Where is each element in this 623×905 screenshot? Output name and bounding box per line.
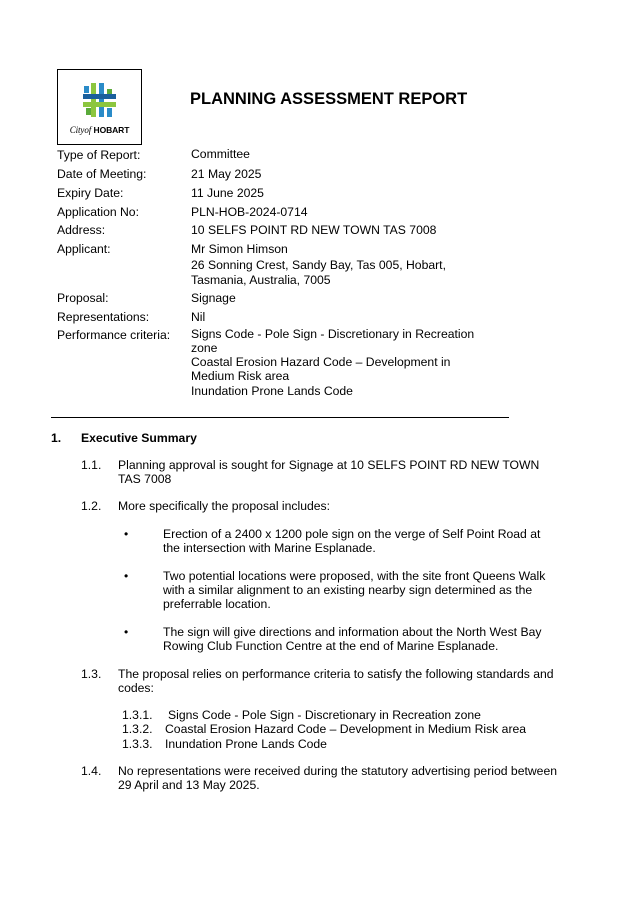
representations-label: Representations: <box>57 310 150 324</box>
bullet-3-line-2: Rowing Club Function Centre at the end of Marine Esplanade. <box>163 639 499 653</box>
section-number: 1. <box>51 431 62 445</box>
date-of-meeting-value: 21 May 2025 <box>191 167 262 181</box>
applicant-label: Applicant: <box>57 242 111 256</box>
type-of-report-label: Type of Report: <box>57 148 141 162</box>
proposal-label: Proposal: <box>57 291 109 305</box>
para-1-3-number: 1.3. <box>81 667 102 681</box>
sub-item-2-number: 1.3.2. <box>122 722 153 736</box>
application-no-value: PLN-HOB-2024-0714 <box>191 205 308 219</box>
representations-value: Nil <box>191 310 206 324</box>
applicant-address-line-2: Tasmania, Australia, 7005 <box>191 273 331 287</box>
date-of-meeting-label: Date of Meeting: <box>57 167 147 181</box>
section-divider <box>51 417 509 418</box>
sub-item-1-text: Signs Code - Pole Sign - Discretionary in Recreation zone <box>168 708 481 722</box>
para-1-1-number: 1.1. <box>81 458 102 472</box>
proposal-value: Signage <box>191 291 236 305</box>
application-no-label: Application No: <box>57 205 139 219</box>
sub-item-3-text: Inundation Prone Lands Code <box>165 737 327 751</box>
bullet-1-line-2: the intersection with Marine Esplanade. <box>163 541 376 555</box>
para-1-3-line-2: codes: <box>118 681 154 695</box>
sub-item-1-number: 1.3.1. <box>122 708 153 722</box>
logo-city-word: City <box>69 125 85 135</box>
section-heading: Executive Summary <box>81 431 197 445</box>
logo-hobart-word: HOBART <box>93 125 130 135</box>
sub-item-2-text: Coastal Erosion Hazard Code – Development in Medium Risk area <box>165 722 527 736</box>
para-1-1-line-2: TAS 7008 <box>118 472 172 486</box>
performance-criteria-line-3: Coastal Erosion Hazard Code – Development in <box>191 355 451 369</box>
type-of-report-value: Committee <box>191 147 250 161</box>
para-1-2-line-1: More specifically the proposal includes: <box>118 499 331 513</box>
applicant-name: Mr Simon Himson <box>191 242 288 256</box>
report-title: PLANNING ASSESSMENT REPORT <box>190 90 468 108</box>
bullet-2-line-1: Two potential locations were proposed, with the site front Queens Walk <box>163 569 546 583</box>
bullet-3-line-1: The sign will give directions and information about the North West Bay <box>163 625 542 639</box>
para-1-1-line-1: Planning approval is sought for Signage at 10 SELFS POINT RD NEW TOWN <box>118 458 540 472</box>
address-value: 10 SELFS POINT RD NEW TOWN TAS 7008 <box>191 223 437 237</box>
performance-criteria-line-2: zone <box>191 341 218 355</box>
sub-item-3-number: 1.3.3. <box>122 737 153 751</box>
bullet-1-symbol: • <box>124 527 129 541</box>
performance-criteria-line-1: Signs Code - Pole Sign - Discretionary in Recreation <box>191 327 475 341</box>
address-label: Address: <box>57 223 106 237</box>
para-1-4-line-1: No representations were received during the statutory advertising period between <box>118 764 557 778</box>
city-of-hobart-logo <box>57 69 142 145</box>
performance-criteria-line-5: Inundation Prone Lands Code <box>191 384 353 398</box>
applicant-address-line-1: 26 Sonning Crest, Sandy Bay, Tas 005, Hobart, <box>191 258 446 272</box>
logo-wordmark <box>58 125 141 135</box>
para-1-4-line-2: 29 April and 13 May 2025. <box>118 778 260 792</box>
para-1-3-line-1: The proposal relies on performance criteria to satisfy the following standards and <box>118 667 554 681</box>
expiry-date-label: Expiry Date: <box>57 186 124 200</box>
expiry-date-value: 11 June 2025 <box>191 186 264 200</box>
performance-criteria-label: Performance criteria: <box>57 328 171 342</box>
para-1-4-number: 1.4. <box>81 764 102 778</box>
bullet-2-line-2: with a similar alignment to an existing nearby sign determined as the <box>163 583 533 597</box>
para-1-2-number: 1.2. <box>81 499 102 513</box>
hobart-logo-mark-icon <box>81 81 119 121</box>
bullet-2-symbol: • <box>124 569 129 583</box>
logo-of-word: of <box>84 125 92 135</box>
bullet-2-line-3: preferrable location. <box>163 597 271 611</box>
bullet-3-symbol: • <box>124 625 129 639</box>
performance-criteria-line-4: Medium Risk area <box>191 369 290 383</box>
bullet-1-line-1: Erection of a 2400 x 1200 pole sign on the verge of Self Point Road at <box>163 527 541 541</box>
